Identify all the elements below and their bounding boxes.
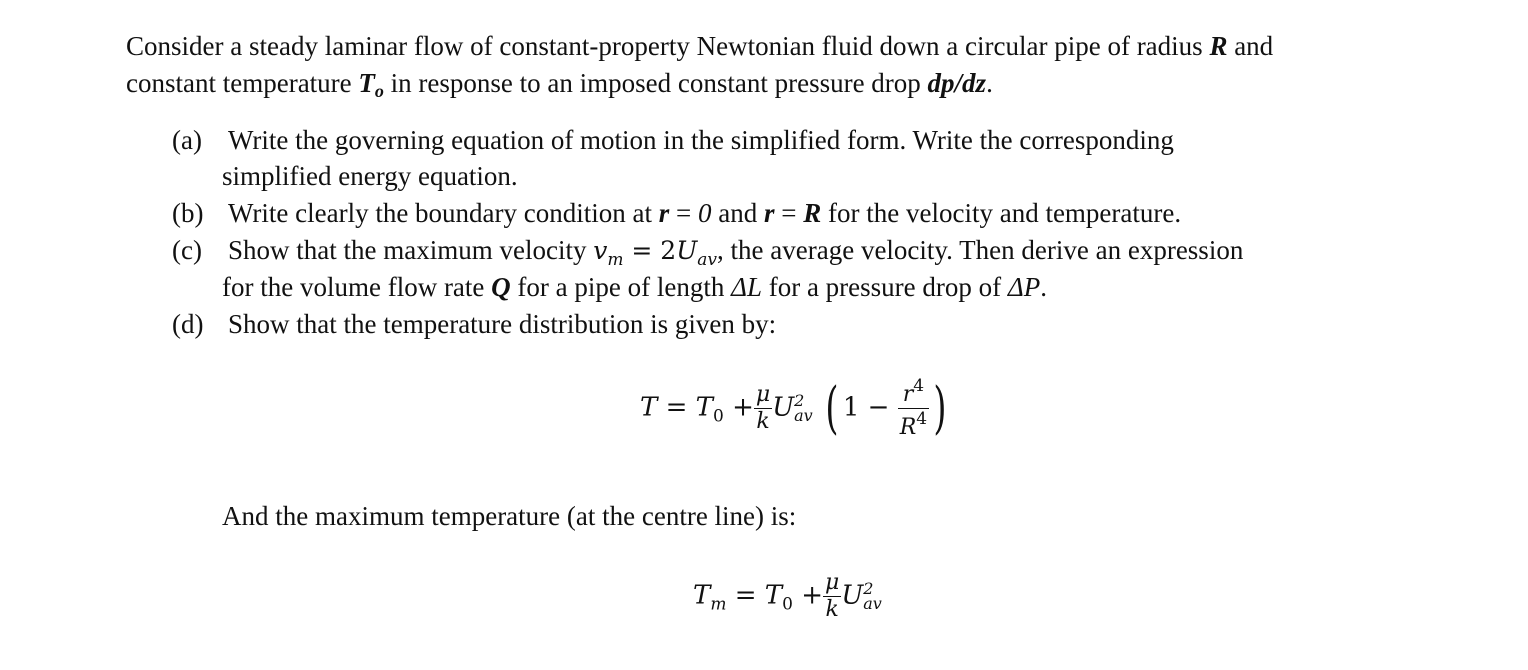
item-d <box>172 306 776 342</box>
mu-over-k-fraction: $\frac{\mu}{k}$ <box>755 382 771 434</box>
item-label: (a) <box>172 125 202 155</box>
item-text: for a pipe of length <box>510 272 732 302</box>
r-symbol: r <box>658 198 670 228</box>
pressure-drop-symbol: ΔP <box>1007 272 1041 302</box>
r-symbol: r <box>764 198 775 228</box>
equals: = <box>774 198 804 228</box>
item-text: And the maximum temperature (at the centre line) is: <box>222 501 797 531</box>
item-a <box>172 122 1174 158</box>
item-text: Write the governing equation of motion in the simplified form. Write the corresponding <box>228 125 1174 155</box>
radius-symbol: R <box>803 198 822 228</box>
mu-over-k-fraction: $\frac{\mu}{k}$ <box>825 570 840 622</box>
max-velocity-expr: $v_m = 2U_{av}$ <box>593 236 718 270</box>
item-label: (b) <box>172 198 204 228</box>
max-temperature-text <box>222 498 796 534</box>
intro-line-2 <box>126 65 993 109</box>
item-text: simplified energy equation. <box>222 161 518 191</box>
flow-rate-symbol: Q <box>491 272 511 302</box>
item-a-cont <box>222 158 518 194</box>
item-text: for the volume flow rate <box>222 272 492 302</box>
pressure-gradient-symbol: dp/dz <box>927 68 987 98</box>
item-text: , the average velocity. Then derive an expression <box>717 235 1244 265</box>
item-text: . <box>1040 272 1047 302</box>
intro-text: Consider a steady laminar flow of constant-property Newtonian fluid down a circular pipe of radius <box>126 31 1210 61</box>
zero: 0 <box>698 198 712 228</box>
item-c-cont <box>222 269 1047 305</box>
item-text: Write clearly the boundary condition at <box>228 198 659 228</box>
temperature-symbol: To <box>358 68 384 101</box>
intro-text: and <box>1227 31 1274 61</box>
item-text: Show that the temperature distribution is given by: <box>228 309 777 339</box>
max-temperature-equation: $T_m = T_0$ + $\frac{\mu}{k}$ U 2 av <box>693 570 882 622</box>
item-b <box>172 195 1181 231</box>
radius-symbol: R <box>1209 31 1228 61</box>
item-label: (c) <box>172 235 202 265</box>
intro-text: constant temperature <box>126 68 359 98</box>
intro-text: in response to an imposed constant pressure drop <box>383 68 928 98</box>
equals: = <box>669 198 699 228</box>
temperature-distribution-equation: $T = T_0$ + $\frac{\mu}{k}$ U 2 av ( 1 − $\frac{r^4}{R^4}$ ) <box>640 375 947 441</box>
item-text: for a pressure drop of <box>761 272 1008 302</box>
item-text: and <box>711 198 764 228</box>
intro-line-1 <box>126 28 1273 64</box>
item-text: Show that the maximum velocity <box>228 235 594 265</box>
intro-text: . <box>986 68 993 98</box>
r-over-R-fraction: $\frac{r^4}{R^4}$ <box>899 376 928 440</box>
item-text: for the velocity and temperature. <box>821 198 1182 228</box>
item-label: (d) <box>172 309 204 339</box>
length-symbol: ΔL <box>731 272 762 302</box>
